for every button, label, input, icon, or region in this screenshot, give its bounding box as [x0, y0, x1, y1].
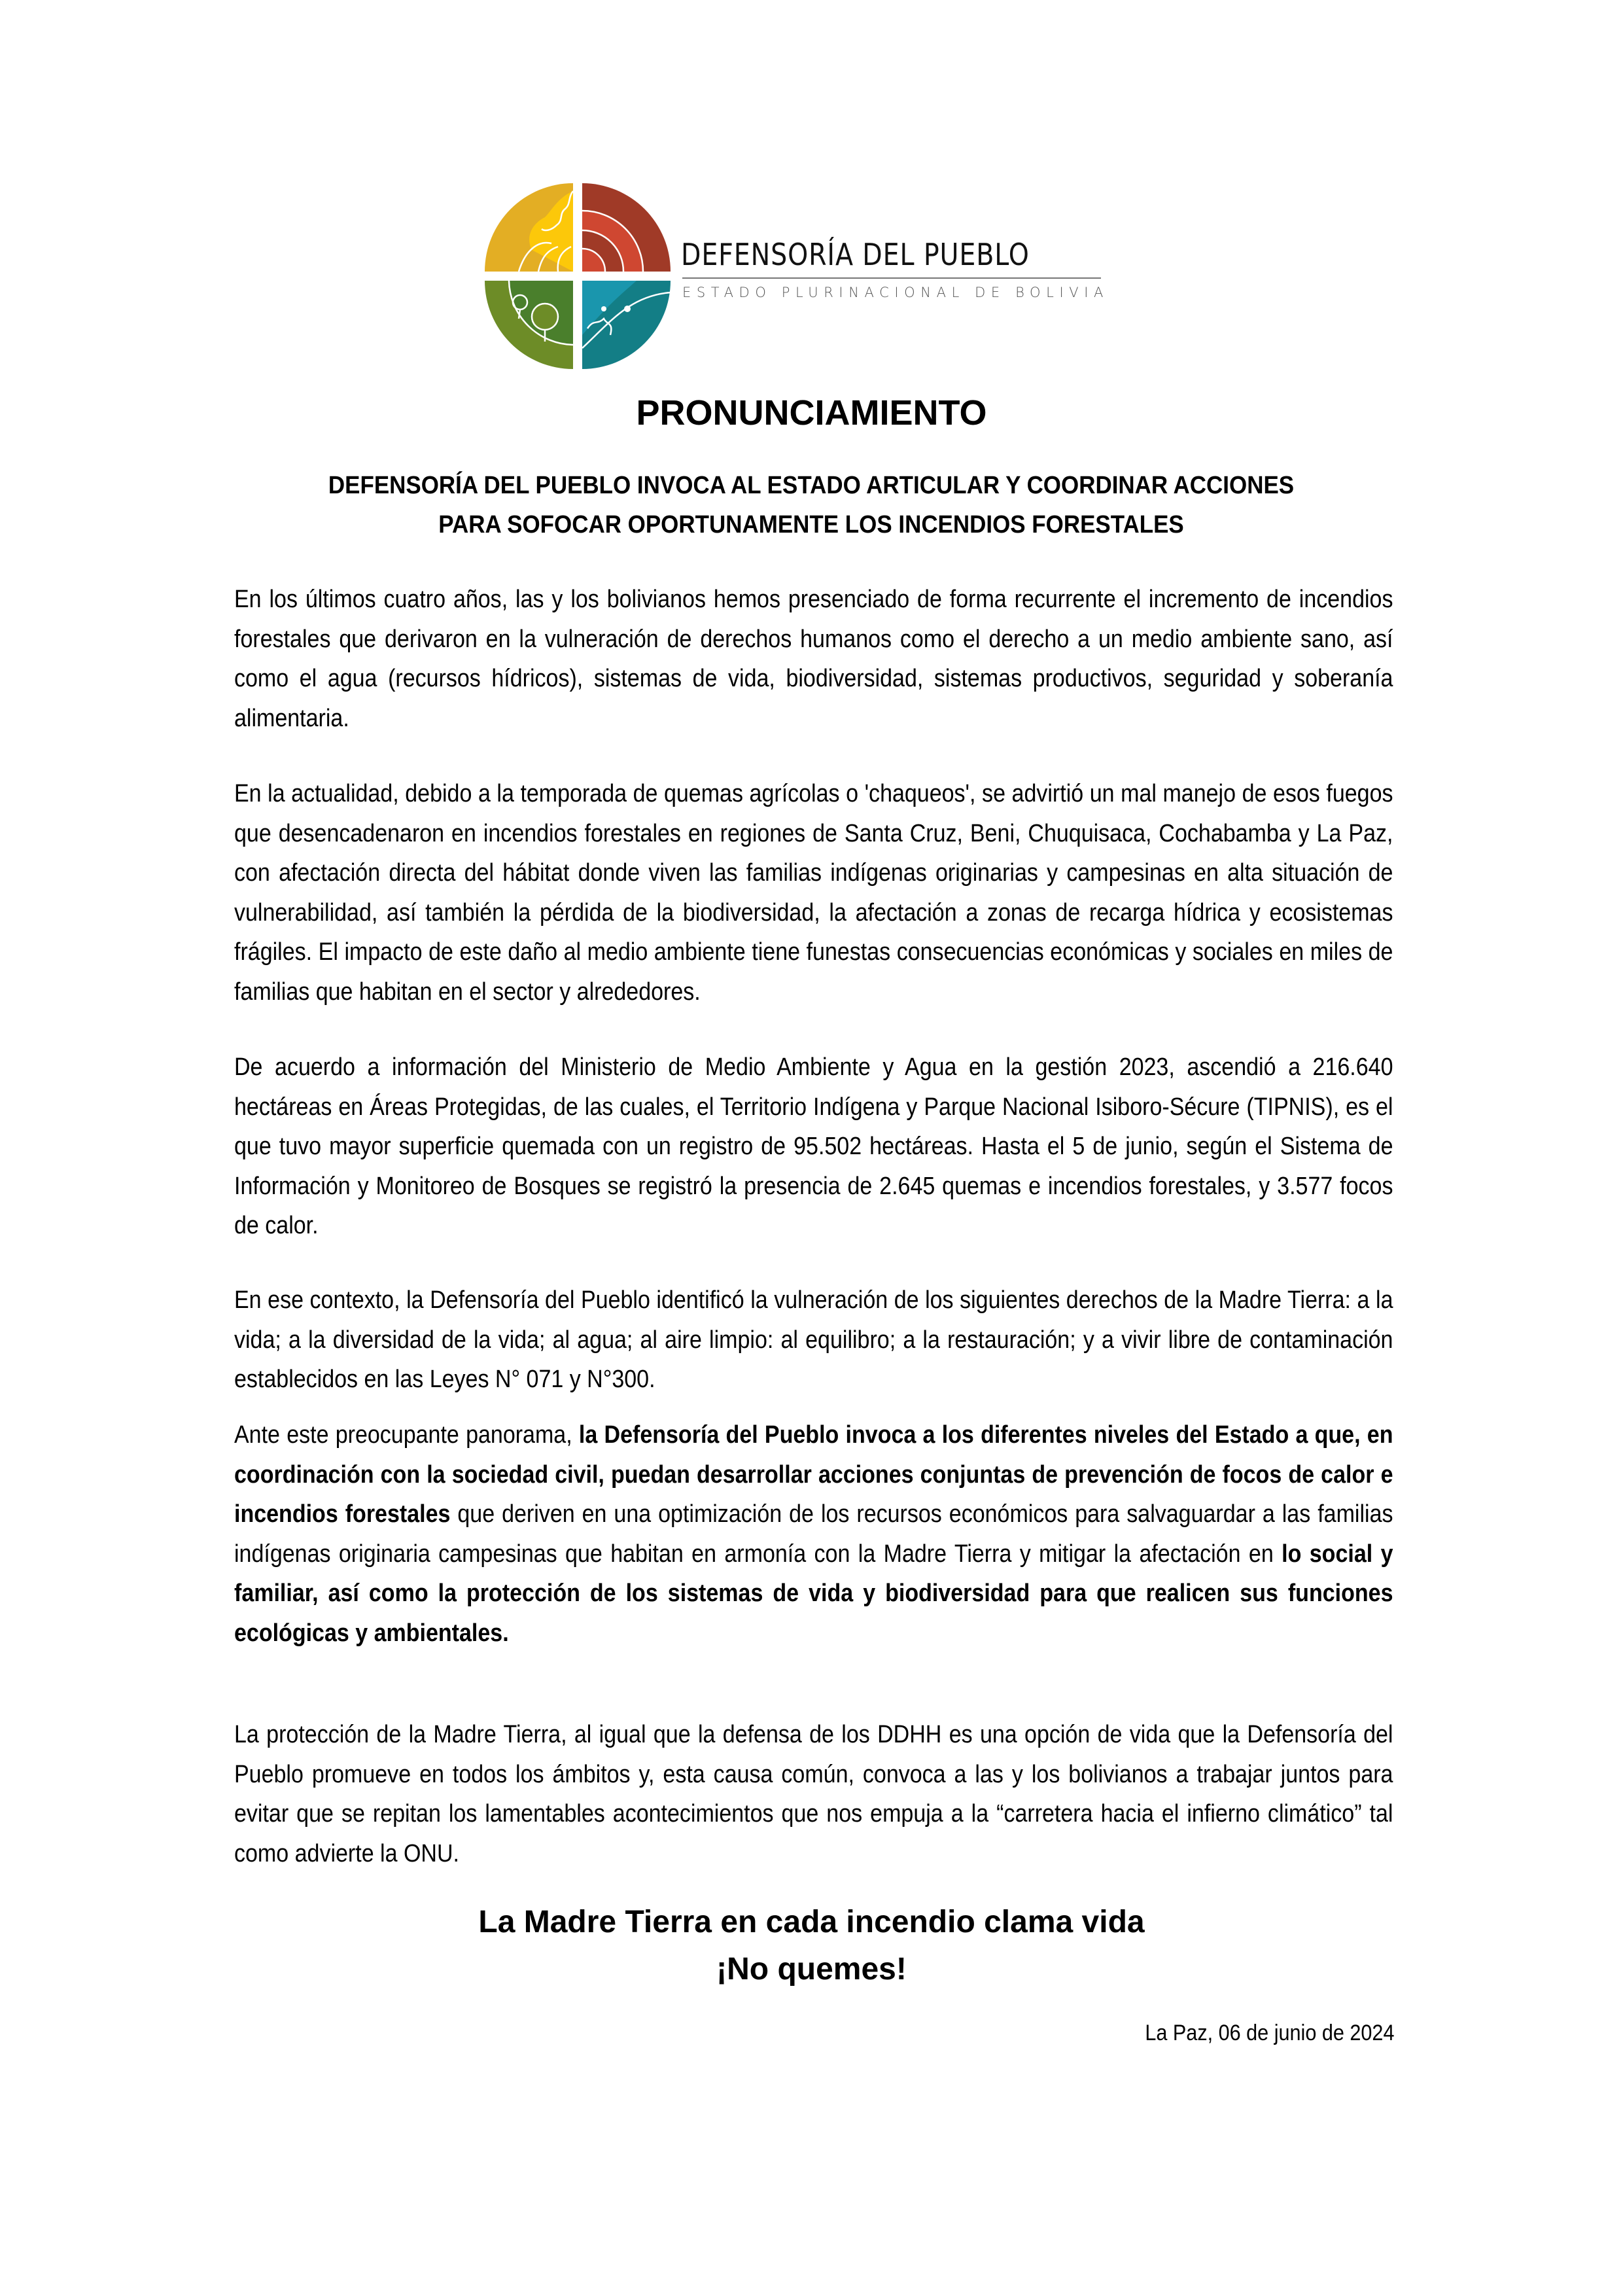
paragraph-6-text: La protección de la Madre Tierra, al igual que la defensa de los DDHH es una opción de vida que la Defensoría del Pueblo promueve en todos los ámbitos y, esta causa común, convoca a las y los bolivianos a trabajar juntos para evitar que se repitan los lamentables acontecimientos que nos empuja a la “carretera hacia el infierno climático” tal como advierte la ONU.: [234, 1721, 1393, 1867]
paragraph-5-emphasis-1: la Defensoría del Pueblo invoca a los diferentes niveles del Estado a que, en coordinación con la sociedad civil, puedan desarrollar acciones conjuntas de prevención de focos de calor e incendios forestales: [234, 1421, 1393, 1528]
paragraph-6: [234, 1715, 1393, 1873]
defensoria-emblem-icon: [480, 178, 676, 374]
logo-divider: [682, 277, 1101, 279]
paragraph-4: [234, 1280, 1393, 1400]
paragraph-1-text: En los últimos cuatro años, las y los bolivianos hemos presenciado de forma recurrente el incremento de incendios forestales que derivaron en la vulneración de derechos humanos como el derecho a un medio ambiente sano, así como el agua (recursos hídricos), sistemas de vida, biodiversidad, sistemas productivos, seguridad y soberanía alimentaria.: [234, 586, 1393, 732]
paragraph-3: [234, 1048, 1393, 1246]
paragraph-5: [234, 1415, 1393, 1653]
paragraph-4-text: En ese contexto, la Defensoría del Pueblo identificó la vulneración de los siguientes derechos de la Madre Tierra: a la vida; a la diversidad de la vida; al agua; al aire limpio: al equilibro; a la restauración; y a vivir libre de contaminación establecidos en las Leyes N° 071 y N°300.: [234, 1286, 1393, 1393]
paragraph-5-middle: que deriven en una optimización de los recursos económicos para salvaguardar a las familias indígenas originaria campesinas que habitan en armonía con la Madre Tierra y mitigar la afectación en: [234, 1500, 1393, 1568]
subtitle-line-2: PARA SOFOCAR OPORTUNAMENTE LOS INCENDIOS FORESTALES: [438, 511, 1184, 539]
paragraph-2: [234, 774, 1393, 1012]
paragraph-5-text: [234, 1415, 1393, 1653]
logo-title: DEFENSORÍA DEL PUEBLO: [681, 237, 1030, 272]
paragraph-5-intro: Ante este preocupante panorama,: [234, 1421, 579, 1449]
paragraph-2-text: En la actualidad, debido a la temporada de quemas agrícolas o 'chaqueos', se advirtió un mal manejo de esos fuegos que desencadenaron en incendios forestales en regiones de Santa Cruz, Beni, Chuquisaca, Cochabamba y La Paz, con afectación directa del hábitat donde viven las familias indígenas originarias y campesinas en alta situación de vulnerabilidad, así también la pérdida de la biodiversidad, la afectación a zonas de recarga hídrica y ecosistemas frágiles. El impacto de este daño al medio ambiente tiene funestas consecuencias económicas y sociales en miles de familias que habitan en el sector y alrededores.: [234, 780, 1393, 1006]
closing-slogan: La Madre Tierra en cada incendio clama vida: [478, 1905, 1145, 1939]
paragraph-3-text: De acuerdo a información del Ministerio de Medio Ambiente y Agua en la gestión 2023, ascendió a 216.640 hectáreas en Áreas Protegidas, de las cuales, el Territorio Indígena y Parque Nacional Isiboro-Sécure (TIPNIS), es el que tuvo mayor superficie quemada con un registro de 95.502 hectáreas. Hasta el 5 de junio, según el Sistema de Información y Monitoreo de Bosques se registró la presencia de 2.645 quemas e incendios forestales, y 3.577 focos de calor.: [234, 1053, 1393, 1239]
institution-logo: [480, 178, 1109, 374]
subtitle-line-1: DEFENSORÍA DEL PUEBLO INVOCA AL ESTADO ARTICULAR Y COORDINAR ACCIONES: [328, 472, 1295, 499]
logo-subtitle: ESTADO PLURINACIONAL DE BOLIVIA: [682, 285, 1109, 300]
closing-exclamation: ¡No quemes!: [716, 1952, 907, 1987]
document-subtitle: [279, 466, 1344, 544]
document-title: PRONUNCIAMIENTO: [636, 393, 987, 433]
paragraph-1: [234, 580, 1393, 738]
paragraph-5-emphasis-2: lo social y familiar, así como la protección de los sistemas de vida y biodiversidad para que realicen sus funciones ecológicas y ambientales.: [234, 1540, 1393, 1647]
place-and-date: La Paz, 06 de junio de 2024: [1144, 2021, 1394, 2045]
